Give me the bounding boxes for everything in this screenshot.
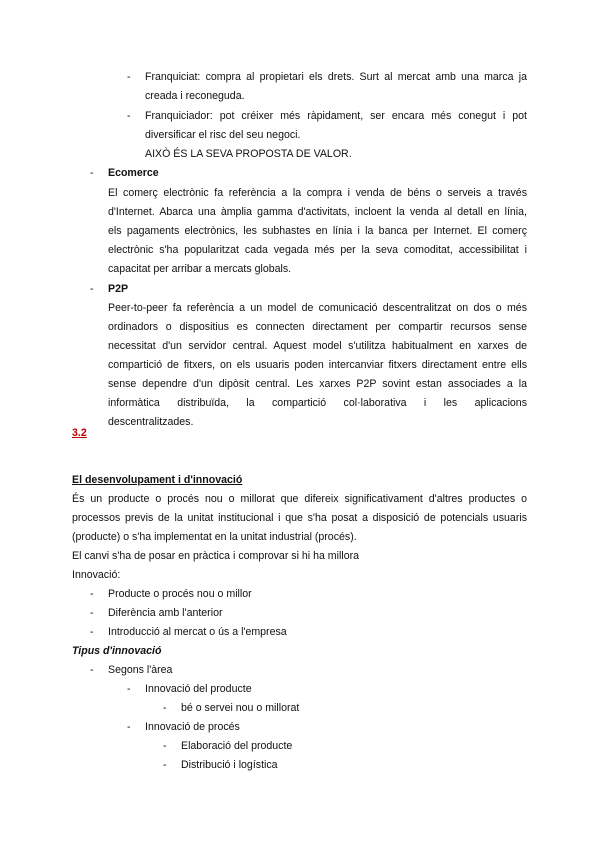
- type-process: Innovació de procés: [145, 721, 240, 733]
- section-heading: El desenvolupament i d'innovació: [72, 474, 243, 486]
- type-area: Segons l'àrea: [108, 664, 173, 676]
- type-process-sub: Elaboració del producte: [181, 740, 293, 752]
- p2p-line: Peer-to-peer fa referència a un model de comunicació descentralitzat on dos o més: [108, 302, 527, 314]
- list-item-text: Franquiciat: compra al propietari els drets. Surt al mercat amb una marca ja: [145, 71, 527, 83]
- p2p-line: descentralitzades.: [108, 416, 194, 428]
- list-dash: -: [90, 626, 94, 638]
- list-dash: -: [90, 167, 94, 179]
- p2p-line: compartició de fitxers, on els usuaris poden intercanviar fitxers directament entre ells: [108, 359, 527, 371]
- p2p-line: ordinadors o dispositius es connecten directament per compartir recursos sense: [108, 321, 527, 333]
- p2p-line: necessitat d'un servidor central. Aquest model s'utilitza habitualment en xarxes de: [108, 340, 527, 352]
- ecommerce-line: capacitat per arribar a mercats globals.: [108, 263, 292, 275]
- definition-line: (producte) o s'ha implementat en la unitat industrial (procés).: [72, 531, 357, 543]
- list-item-text: creada i reconeguda.: [145, 90, 245, 102]
- ecommerce-line: electrònic s'ha popularitzat cada vegada més per la seva comoditat, accessibilitat i: [108, 244, 527, 256]
- definition-line: processos previs de la unitat institucional i que s'ha posat a disposició de potencials usuaris: [72, 512, 527, 524]
- list-dash: -: [90, 607, 94, 619]
- ecommerce-line: els pagaments electrònics, les subhastes en línia i la banca per Internet. El comerç: [108, 225, 527, 237]
- ecommerce-line: d'Internet. Abarca una àmplia gamma d'activitats, incloent la venda al detall en línia,: [108, 206, 527, 218]
- list-dash: -: [90, 283, 94, 295]
- list-dash: -: [163, 759, 167, 771]
- list-item-text: diversificar el risc del seu negoci.: [145, 129, 301, 141]
- list-item-text: Franquiciador: pot créixer més ràpidament, ser encara més conegut i pot: [145, 110, 527, 122]
- innovation-item: Producte o procés nou o millor: [108, 588, 252, 600]
- list-dash: -: [163, 740, 167, 752]
- change-note: El canvi s'ha de posar en pràctica i comprovar si hi ha millora: [72, 550, 360, 562]
- list-dash: -: [127, 683, 131, 695]
- list-dash: -: [127, 110, 131, 122]
- p2p-title: P2P: [108, 283, 129, 295]
- list-dash: -: [90, 588, 94, 600]
- p2p-line: sense dependre d'un dipòsit central. Les xarxes P2P sovint estan associades a la: [108, 378, 527, 390]
- type-product-sub: bé o servei nou o millorat: [181, 702, 300, 714]
- ecommerce-title: Ecomerce: [108, 167, 159, 179]
- list-dash: -: [127, 71, 131, 83]
- innovation-item: Diferència amb l'anterior: [108, 607, 223, 619]
- type-product: Innovació del producte: [145, 683, 252, 695]
- type-process-sub: Distribució i logística: [181, 759, 278, 771]
- definition-line: És un producte o procés nou o millorat que difereix significativament d'altres productes o: [72, 493, 527, 505]
- list-dash: -: [163, 702, 167, 714]
- section-number: 3.2: [72, 427, 87, 439]
- list-dash: -: [127, 721, 131, 733]
- list-dash: -: [90, 664, 94, 676]
- value-note: AIXÒ ÉS LA SEVA PROPOSTA DE VALOR.: [145, 148, 352, 160]
- innovation-label: Innovació:: [72, 569, 121, 581]
- types-title: Tipus d'innovació: [72, 645, 162, 657]
- p2p-line: informàtica distribuïda, la compartició col·laborativa i les aplicacions: [108, 397, 527, 409]
- ecommerce-line: El comerç electrònic fa referència a la compra i venda de béns o serveis a través: [108, 187, 527, 199]
- innovation-item: Introducció al mercat o ús a l'empresa: [108, 626, 287, 638]
